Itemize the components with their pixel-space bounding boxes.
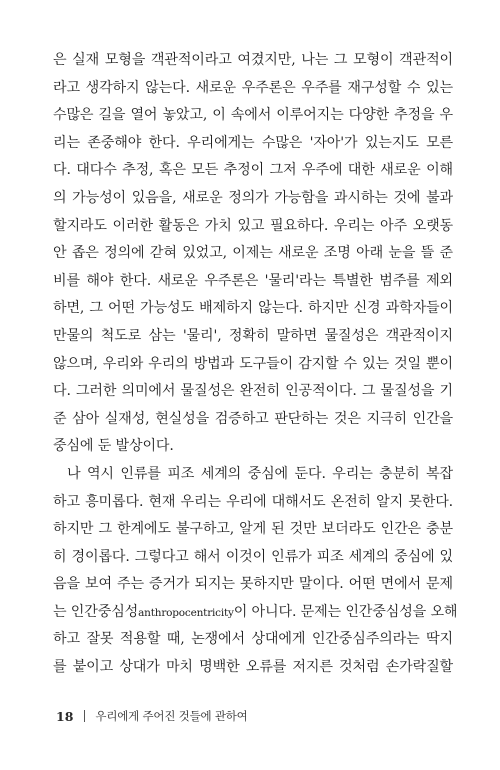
text-line: 를 붙이고 상대가 마치 명백한 오류를 저지른 것처럼 손가락질할 xyxy=(53,659,453,676)
text-line: 하지만 그 한계에도 불구하고, 알게 된 것만 보더라도 인간은 충분 xyxy=(53,521,453,538)
text-line: 은 실재 모형을 객관적이라고 여겼지만, 나는 그 모형이 객관적이 xyxy=(53,52,453,68)
text-line: 다. 그러한 의미에서 물질성은 완전히 인공적이다. 그 물질성을 기 xyxy=(53,383,453,400)
text-line: 수많은 길을 열어 놓았고, 이 속에서 이루어지는 다양한 추정을 우 xyxy=(53,107,453,124)
running-title: 우리에게 주어진 것들에 관하여 xyxy=(95,709,248,723)
paragraph-1 xyxy=(53,47,453,461)
body-text xyxy=(53,47,458,682)
text-line: 나 역시 인류를 피조 세계의 중심에 둔다. 우리는 충분히 복잡 xyxy=(67,465,453,482)
text-line: 다. 대다수 추정, 혹은 모든 추정이 그저 우주에 대한 새로운 이해 xyxy=(53,162,453,179)
line-segment: 는 인간중심성 xyxy=(53,603,139,620)
text-line: 않으며, 우리와 우리의 방법과 도구들이 감지할 수 있는 것일 뿐이 xyxy=(53,355,453,372)
text-line-with-term xyxy=(53,599,458,627)
line-segment: 이 아니다. 문제는 인간중심성을 오해 xyxy=(233,603,458,620)
english-term: anthropocentricity xyxy=(138,606,234,619)
text-line: 라고 생각하지 않는다. 새로운 우주론은 우주를 재구성할 수 있는 xyxy=(53,79,453,96)
text-line: 비를 해야 한다. 새로운 우주론은 '물리'라는 특별한 범주를 제외 xyxy=(53,272,453,289)
paragraph-2 xyxy=(53,461,458,682)
footer-divider xyxy=(84,710,85,722)
page-footer xyxy=(56,708,248,724)
text-line: 만물의 척도로 삼는 '물리', 정확히 말하면 물질성은 객관적이지 xyxy=(53,327,453,344)
text-line: 할지라도 이러한 활동은 가치 있고 필요하다. 우리는 아주 오랫동 xyxy=(53,217,453,234)
text-line: 음을 보여 주는 증거가 되지는 못하지만 말이다. 어떤 면에서 문제 xyxy=(53,576,453,593)
page-number: 18 xyxy=(56,708,74,724)
text-line: 하면, 그 어떤 가능성도 배제하지 않는다. 하지만 신경 과학자들이 xyxy=(53,300,453,317)
text-line: 준 삼아 실재성, 현실성을 검증하고 판단하는 것은 지극히 인간을 xyxy=(53,410,453,427)
text-line: 하고 흥미롭다. 현재 우리는 우리에 대해서도 온전히 알지 못한다. xyxy=(53,493,453,510)
text-line: 중심에 둔 발상이다. xyxy=(53,438,174,455)
text-line: 의 가능성이 있음을, 새로운 정의가 가능함을 과시하는 것에 불과 xyxy=(53,189,453,206)
text-line: 하고 잘못 적용할 때, 논쟁에서 상대에게 인간중심주의라는 딱지 xyxy=(53,631,453,648)
text-line: 히 경이롭다. 그렇다고 해서 이것이 인류가 피조 세계의 중심에 있 xyxy=(53,548,453,565)
text-line: 리는 존중해야 한다. 우리에게는 수많은 '자아'가 있는지도 모른 xyxy=(53,134,453,151)
text-line: 안 좁은 정의에 갇혀 있었고, 이제는 새로운 조명 아래 눈을 뜰 준 xyxy=(53,245,453,262)
